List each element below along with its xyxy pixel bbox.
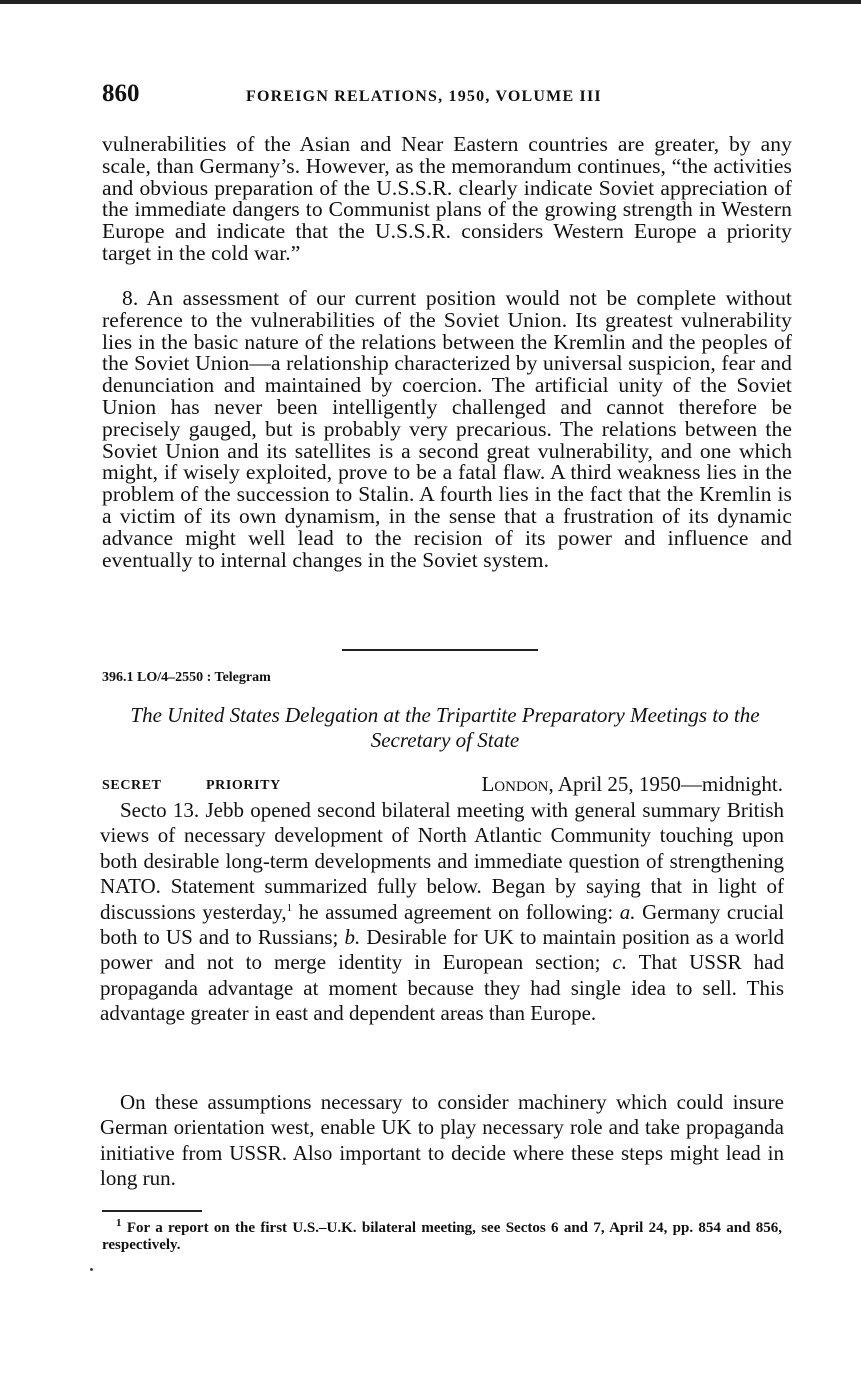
page-header — [102, 80, 792, 110]
dateline — [481, 772, 783, 797]
footnote-marker: 1 — [116, 1217, 122, 1229]
footnote — [102, 1217, 782, 1254]
priority-label: PRIORITY — [206, 778, 281, 793]
text-run: he assumed agreement on following: — [292, 899, 620, 924]
running-head: FOREIGN RELATIONS, 1950, VOLUME III — [246, 88, 602, 105]
file-reference: 396.1 LO/4–2550 : Telegram — [102, 670, 271, 685]
text-run: Secto 13. Jebb opened second bilateral meeting with general summary British views of necessary development of North Atlantic Community touching upon both desirable long-term developments and immediate question of strengthening NATO. Statement summarized fully below. Began by saying that in light of discussions yesterday, — [100, 798, 784, 924]
paragraph-8: 8. An assessment of our current position would not be complete without reference to the vulnerabilities of the Soviet Union. Its greatest vulnerability lies in the basic nature of the relations between the Kremlin and the peoples of the Soviet Union—a relationship characterized by universal suspicion, fear and denunciation and maintained by coercion. The artificial unity of the Soviet Union has never been intelligently challenged and cannot therefore be precisely gauged, but is probably very precarious. The relations between the Soviet Union and its satellites is a second great vulnerability, and one which might, if wisely exploited, prove to be a fatal flaw. A third weakness lies in the problem of the succession to Stalin. A fourth lies in the fact that the Kremlin is a victim of its own dynamism, in the sense that a frustration of its dynamic advance might well lead to the recision of its power and influence and eventually to internal changes in the Soviet system. — [102, 286, 792, 572]
top-edge-rule — [0, 0, 861, 4]
classification-label: SECRET — [102, 778, 162, 793]
footnote-ref[interactable]: 1 — [286, 901, 293, 914]
page-speck — [90, 1268, 93, 1271]
telegram-paragraph-1 — [100, 798, 784, 1027]
footnote-text: For a report on the first U.S.–U.K. bilateral meeting, see Sectos 6 and 7, April 24, pp. 854 and 856, respectively. — [102, 1220, 782, 1253]
paragraph-continuation: vulnerabilities of the Asian and Near Eastern countries are greater, by any scale, than Germany’s. However, as the memorandum continues, “the activities and obvious preparation of the U.S.S.R. clearly indicate Soviet appreciation of the immediate dangers to Communist plans of the growing strength in Western Europe and indicate that the U.S.S.R. considers Western Europe a priority target in the cold war.” — [102, 132, 792, 265]
telegram-paragraph-2: On these assumptions necessary to consider machinery which could insure German orientation west, enable UK to play necessary role and take propaganda initiative from USSR. Also important to decide where these steps might lead in long run. — [100, 1090, 784, 1191]
item-label-a: a. — [619, 899, 636, 924]
page-number: 860 — [102, 80, 140, 107]
dateline-place: London — [481, 772, 549, 796]
text-run: That USSR had propaganda advantage at moment because they had single idea to sell. This advantage greater in east and dependent areas than Europe. — [100, 950, 784, 1026]
text-run: Desirable for UK to maintain position as a world power and not to merge identity in European section; — [100, 925, 785, 975]
footnote-rule — [102, 1210, 202, 1212]
section-divider — [342, 649, 538, 651]
text-run: Germany crucial both to US and to Russians; — [100, 899, 784, 950]
item-label-b: b. — [344, 925, 361, 950]
document-title: The United States Delegation at the Tripartite Preparatory Meetings to the Secretary of State — [130, 703, 760, 752]
dateline-date: , April 25, 1950—midnight. — [548, 772, 783, 796]
item-label-c: c. — [612, 950, 627, 975]
